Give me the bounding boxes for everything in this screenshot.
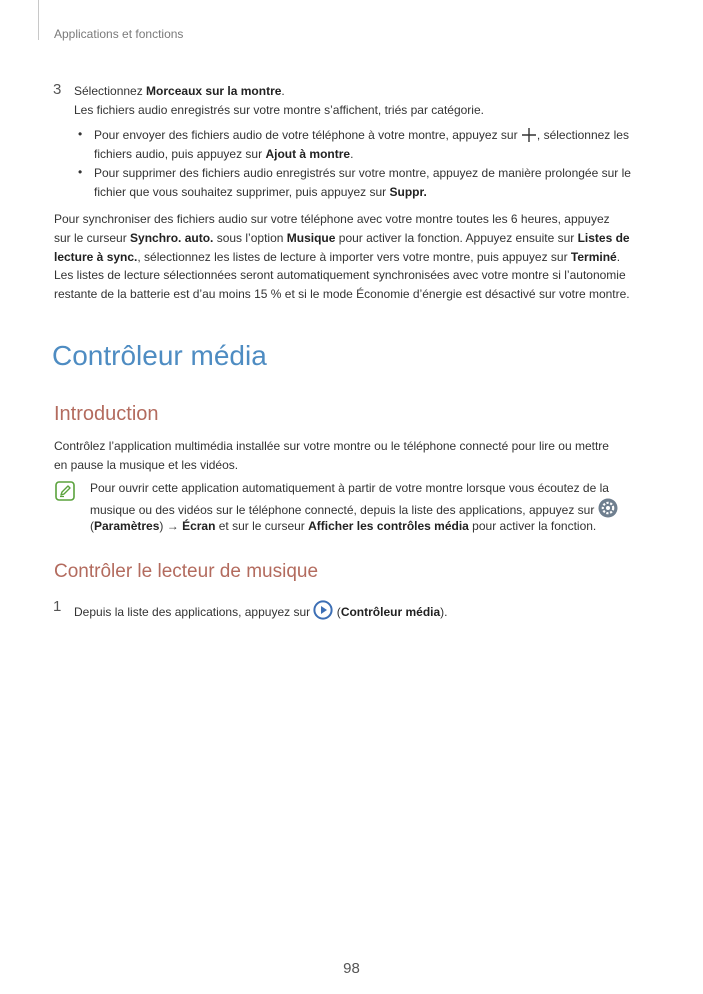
note-line3: (Paramètres) → Écran et sur le curseur Afficher les contrôles média pour activer la fonction. — [90, 519, 597, 533]
sync-line3: lecture à sync., sélectionnez les listes de lecture à importer vers votre montre, puis appuyez sur Terminé. — [54, 250, 621, 264]
step-number: 3 — [53, 81, 62, 98]
music-step1: Depuis la liste des applications, appuyez sur (Contrôleur média). — [74, 600, 448, 626]
bullet2-line1: Pour supprimer des fichiers audio enregistrés sur votre montre, appuyez de manière prolongée sur le — [94, 166, 631, 180]
note-line2: musique ou des vidéos sur le téléphone connecté, depuis la liste des applications, appuyez sur — [90, 498, 618, 524]
intro-line1: Contrôlez l’application multimédia installée sur votre montre ou le téléphone connecté pour lire ou mettre — [54, 439, 609, 453]
bullet-marker: • — [78, 165, 83, 179]
bullet1-line1: Pour envoyer des fichiers audio de votre téléphone à votre montre, appuyez sur , sélectionnez les — [94, 126, 629, 149]
media-controller-play-icon — [313, 600, 333, 626]
sync-line1: Pour synchroniser des fichiers audio sur votre téléphone avec votre montre toutes les 6 heures, appuyez — [54, 212, 610, 226]
step3-line1: Sélectionnez Morceaux sur la montre. — [74, 84, 285, 98]
bullet1-line2: fichiers audio, puis appuyez sur Ajout à montre. — [94, 147, 354, 161]
running-header: Applications et fonctions — [54, 27, 184, 41]
bullet2-line2: fichier que vous souhaitez supprimer, puis appuyez sur Suppr. — [94, 185, 427, 199]
plus-icon — [521, 127, 537, 149]
sync-line4: Les listes de lecture sélectionnées seront automatiquement synchronisées avec votre montre si l’autonomie — [54, 268, 626, 282]
bullet-marker: • — [78, 127, 83, 141]
sync-line5: restante de la batterie est d’au moins 15 % et si le mode Économie d’énergie est désactivé sur votre montre. — [54, 287, 630, 301]
page-number: 98 — [343, 960, 360, 977]
intro-line2: en pause la musique et les vidéos. — [54, 458, 239, 472]
step-number: 1 — [53, 598, 62, 615]
header-divider — [38, 0, 39, 40]
chapter-title: Contrôleur média — [52, 340, 267, 371]
section-title-music: Contrôler le lecteur de musique — [54, 561, 319, 582]
sync-line2: sur le curseur Synchro. auto. sous l’option Musique pour activer la fonction. Appuyez ensuite sur Listes de — [54, 231, 630, 245]
step3-line2: Les fichiers audio enregistrés sur votre montre s’affichent, triés par catégorie. — [74, 103, 484, 117]
note-pencil-icon — [55, 481, 75, 506]
settings-gear-icon — [598, 498, 618, 524]
section-title-introduction: Introduction — [54, 403, 159, 425]
note-line1: Pour ouvrir cette application automatiquement à partir de votre montre lorsque vous écoutez de la — [90, 481, 609, 495]
